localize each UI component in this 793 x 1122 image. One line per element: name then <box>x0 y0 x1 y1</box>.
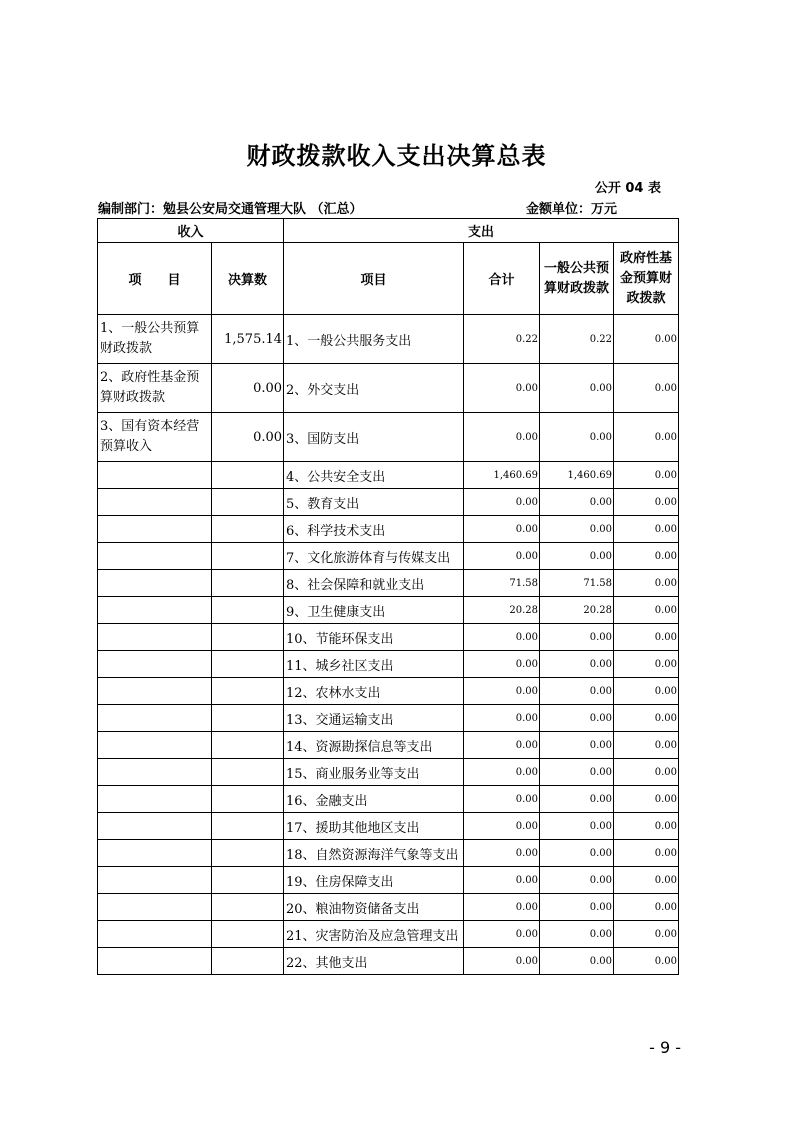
expense-item-cell: 6、科学技术支出 <box>284 516 464 543</box>
general-cell: 0.00 <box>540 651 614 678</box>
expense-item-cell: 2、外交支出 <box>284 364 464 413</box>
total-cell: 0.00 <box>464 516 540 543</box>
total-cell: 0.22 <box>464 315 540 364</box>
fund-cell: 0.00 <box>614 705 679 732</box>
expense-item-cell: 5、教育支出 <box>284 489 464 516</box>
table-row <box>98 894 679 921</box>
empty-cell <box>212 867 284 894</box>
total-cell: 0.00 <box>464 867 540 894</box>
expense-item-cell: 20、粮油物资储备支出 <box>284 894 464 921</box>
general-cell: 0.00 <box>540 921 614 948</box>
general-cell: 0.00 <box>540 840 614 867</box>
table-row <box>98 489 679 516</box>
expense-item-cell: 12、农林水支出 <box>284 678 464 705</box>
fund-cell: 0.00 <box>614 413 679 462</box>
empty-cell <box>212 786 284 813</box>
table-row <box>98 413 679 462</box>
expense-header: 支出 <box>284 219 679 243</box>
total-cell: 0.00 <box>464 759 540 786</box>
income-item-header: 项 目 <box>98 243 212 315</box>
finance-table <box>97 218 679 975</box>
general-cell: 0.00 <box>540 678 614 705</box>
fund-cell: 0.00 <box>614 894 679 921</box>
empty-cell <box>98 867 212 894</box>
empty-cell <box>212 597 284 624</box>
general-cell: 0.00 <box>540 894 614 921</box>
expense-item-cell: 1、一般公共服务支出 <box>284 315 464 364</box>
total-cell: 0.00 <box>464 705 540 732</box>
empty-cell <box>98 462 212 489</box>
table-row <box>98 759 679 786</box>
general-cell: 0.00 <box>540 705 614 732</box>
empty-cell <box>98 651 212 678</box>
general-cell: 0.00 <box>540 948 614 975</box>
table-row <box>98 624 679 651</box>
expense-item-cell: 18、自然资源海洋气象等支出 <box>284 840 464 867</box>
general-cell: 0.00 <box>540 543 614 570</box>
table-row <box>98 867 679 894</box>
header-row-1 <box>98 219 679 243</box>
fund-cell: 0.00 <box>614 678 679 705</box>
general-cell: 0.00 <box>540 516 614 543</box>
expense-item-cell: 13、交通运输支出 <box>284 705 464 732</box>
fund-cell: 0.00 <box>614 921 679 948</box>
total-cell: 0.00 <box>464 786 540 813</box>
general-cell: 0.00 <box>540 759 614 786</box>
expense-item-cell: 3、国防支出 <box>284 413 464 462</box>
general-cell: 0.00 <box>540 364 614 413</box>
empty-cell <box>212 705 284 732</box>
empty-cell <box>98 732 212 759</box>
expense-item-cell: 8、社会保障和就业支出 <box>284 570 464 597</box>
total-cell: 0.00 <box>464 364 540 413</box>
expense-item-cell: 14、资源勘探信息等支出 <box>284 732 464 759</box>
fund-header: 政府性基金预算财政拨款 <box>614 243 679 315</box>
empty-cell <box>212 732 284 759</box>
table-row <box>98 462 679 489</box>
table-row <box>98 597 679 624</box>
fund-cell: 0.00 <box>614 462 679 489</box>
table-body <box>98 219 679 975</box>
expense-item-cell: 10、节能环保支出 <box>284 624 464 651</box>
empty-cell <box>98 678 212 705</box>
fund-cell: 0.00 <box>614 840 679 867</box>
empty-cell <box>98 705 212 732</box>
table-row <box>98 786 679 813</box>
total-cell: 0.00 <box>464 813 540 840</box>
empty-cell <box>98 786 212 813</box>
total-cell: 0.00 <box>464 894 540 921</box>
empty-cell <box>212 678 284 705</box>
fund-cell: 0.00 <box>614 813 679 840</box>
table-row <box>98 651 679 678</box>
total-cell: 0.00 <box>464 489 540 516</box>
fund-cell: 0.00 <box>614 489 679 516</box>
fund-cell: 0.00 <box>614 516 679 543</box>
fund-cell: 0.00 <box>614 948 679 975</box>
dept-label: 编制部门：勉县公安局交通管理大队 （汇总） <box>98 202 363 217</box>
general-cell: 0.00 <box>540 624 614 651</box>
expense-item-cell: 16、金融支出 <box>284 786 464 813</box>
fund-cell: 0.00 <box>614 315 679 364</box>
general-cell: 71.58 <box>540 570 614 597</box>
empty-cell <box>212 813 284 840</box>
fund-cell: 0.00 <box>614 651 679 678</box>
table-row <box>98 315 679 364</box>
empty-cell <box>98 948 212 975</box>
empty-cell <box>212 948 284 975</box>
empty-cell <box>212 624 284 651</box>
fund-cell: 0.00 <box>614 364 679 413</box>
table-row <box>98 840 679 867</box>
empty-cell <box>212 894 284 921</box>
income-amount-header: 决算数 <box>212 243 284 315</box>
expense-item-cell: 21、灾害防治及应急管理支出 <box>284 921 464 948</box>
general-cell: 1,460.69 <box>540 462 614 489</box>
table-row <box>98 732 679 759</box>
empty-cell <box>212 489 284 516</box>
table-row <box>98 543 679 570</box>
empty-cell <box>212 840 284 867</box>
expense-item-cell: 15、商业服务业等支出 <box>284 759 464 786</box>
income-item-cell: 1、一般公共预算财政拨款 <box>98 315 212 364</box>
income-amount-cell: 0.00 <box>212 413 284 462</box>
header-row-2 <box>98 243 679 315</box>
total-cell: 0.00 <box>464 948 540 975</box>
table-code: 公开 04 表 <box>594 181 661 196</box>
total-cell: 71.58 <box>464 570 540 597</box>
empty-cell <box>212 921 284 948</box>
empty-cell <box>212 759 284 786</box>
total-cell: 0.00 <box>464 543 540 570</box>
empty-cell <box>98 570 212 597</box>
expense-item-cell: 4、公共安全支出 <box>284 462 464 489</box>
general-cell: 0.00 <box>540 732 614 759</box>
page-number: - 9 - <box>649 1038 681 1057</box>
empty-cell <box>98 921 212 948</box>
table-row <box>98 921 679 948</box>
total-cell: 0.00 <box>464 921 540 948</box>
expense-item-header: 项目 <box>284 243 464 315</box>
fund-cell: 0.00 <box>614 867 679 894</box>
empty-cell <box>98 759 212 786</box>
expense-item-cell: 11、城乡社区支出 <box>284 651 464 678</box>
table-row <box>98 948 679 975</box>
fund-cell: 0.00 <box>614 624 679 651</box>
empty-cell <box>98 894 212 921</box>
total-cell: 0.00 <box>464 840 540 867</box>
empty-cell <box>98 597 212 624</box>
income-amount-cell: 0.00 <box>212 364 284 413</box>
general-cell: 0.00 <box>540 867 614 894</box>
empty-cell <box>98 813 212 840</box>
table-row <box>98 813 679 840</box>
empty-cell <box>98 516 212 543</box>
empty-cell <box>98 840 212 867</box>
expense-item-cell: 19、住房保障支出 <box>284 867 464 894</box>
expense-item-cell: 17、援助其他地区支出 <box>284 813 464 840</box>
general-header: 一般公共预算财政拨款 <box>540 243 614 315</box>
total-cell: 20.28 <box>464 597 540 624</box>
empty-cell <box>98 624 212 651</box>
total-cell: 0.00 <box>464 678 540 705</box>
general-cell: 0.00 <box>540 413 614 462</box>
empty-cell <box>212 651 284 678</box>
table-row <box>98 516 679 543</box>
total-cell: 0.00 <box>464 651 540 678</box>
empty-cell <box>212 516 284 543</box>
general-cell: 0.00 <box>540 489 614 516</box>
empty-cell <box>98 543 212 570</box>
expense-item-cell: 7、文化旅游体育与传媒支出 <box>284 543 464 570</box>
fund-cell: 0.00 <box>614 759 679 786</box>
fund-cell: 0.00 <box>614 597 679 624</box>
table-row <box>98 364 679 413</box>
fund-cell: 0.00 <box>614 786 679 813</box>
table-row <box>98 570 679 597</box>
general-cell: 0.22 <box>540 315 614 364</box>
page-title: 财政拨款收入支出决算总表 <box>246 142 547 170</box>
fund-cell: 0.00 <box>614 570 679 597</box>
general-cell: 0.00 <box>540 786 614 813</box>
income-item-cell: 3、国有资本经营预算收入 <box>98 413 212 462</box>
total-cell: 0.00 <box>464 413 540 462</box>
expense-item-cell: 9、卫生健康支出 <box>284 597 464 624</box>
general-cell: 0.00 <box>540 813 614 840</box>
table-row <box>98 678 679 705</box>
empty-cell <box>212 570 284 597</box>
total-cell: 1,460.69 <box>464 462 540 489</box>
general-cell: 20.28 <box>540 597 614 624</box>
empty-cell <box>98 489 212 516</box>
total-cell: 0.00 <box>464 732 540 759</box>
total-header: 合计 <box>464 243 540 315</box>
fund-cell: 0.00 <box>614 732 679 759</box>
income-amount-cell: 1,575.14 <box>212 315 284 364</box>
total-cell: 0.00 <box>464 624 540 651</box>
empty-cell <box>212 543 284 570</box>
fund-cell: 0.00 <box>614 543 679 570</box>
table-row <box>98 705 679 732</box>
empty-cell <box>212 462 284 489</box>
income-item-cell: 2、政府性基金预算财政拨款 <box>98 364 212 413</box>
unit-label: 金额单位：万元 <box>526 202 618 217</box>
income-header: 收入 <box>98 219 284 243</box>
expense-item-cell: 22、其他支出 <box>284 948 464 975</box>
